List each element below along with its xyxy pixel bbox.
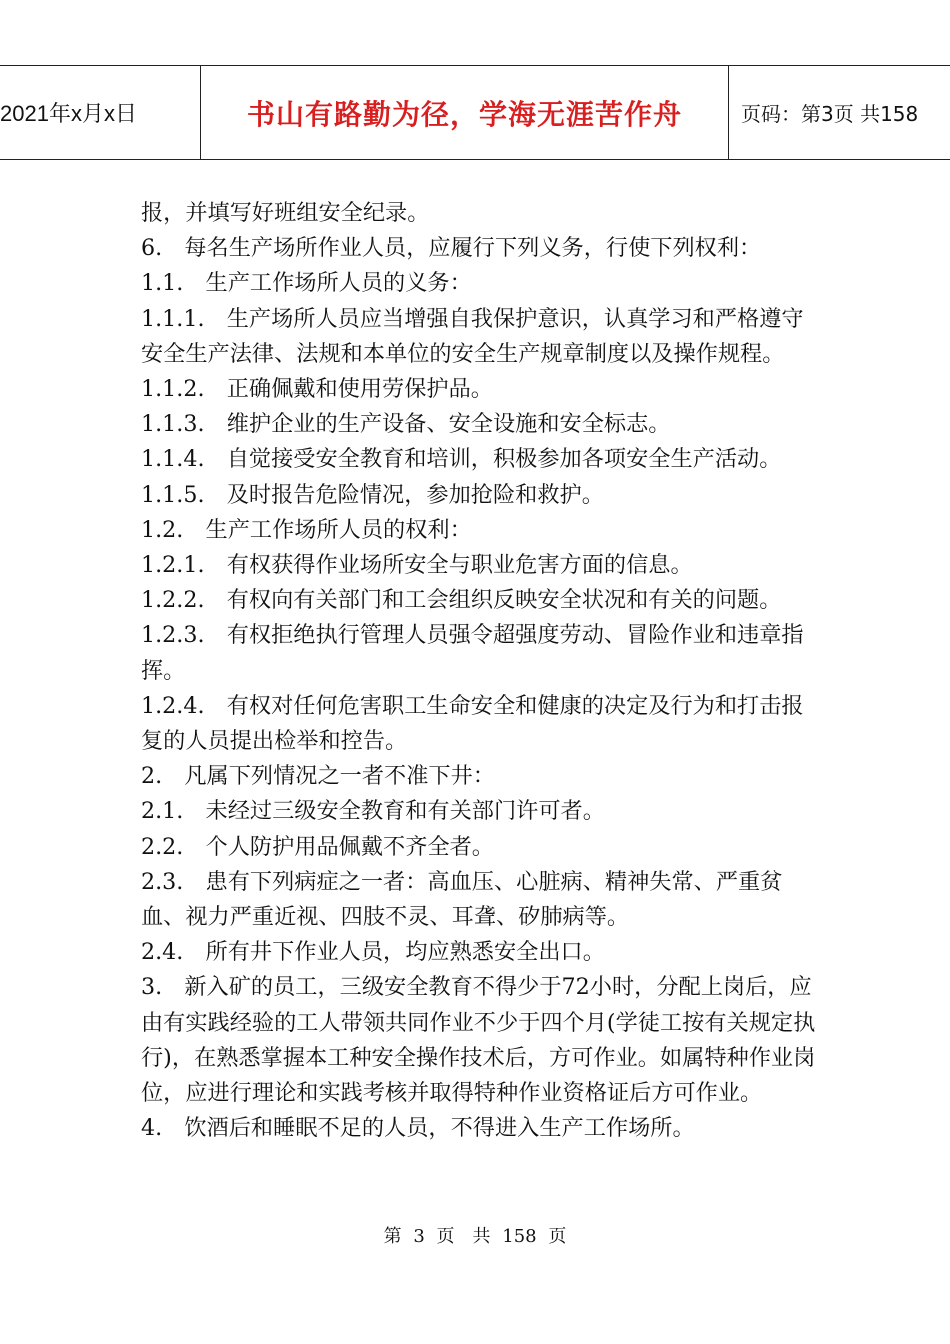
footer-page-number: 3 bbox=[413, 1226, 425, 1247]
paragraph: 2.2. 个人防护用品佩戴不齐全者。 bbox=[141, 833, 494, 860]
paragraph: 3. 新入矿的员工，三级安全教育不得少于72小时，分配上岗后，应由有实践经验的工人带领共同作业不少于四个月(学徒工按有关规定执行)，在熟悉掌握本工种安全操作技术后，方可作业。如属特种作业岗位，应进行理论和实践考核并取得特种作业资格证后方可作业。 bbox=[141, 974, 816, 1107]
paragraph: 1.1.2. 正确佩戴和使用劳保护品。 bbox=[141, 376, 493, 403]
paragraph: 1.1. 生产工作场所人员的义务： bbox=[141, 270, 472, 297]
footer-total-pages: 158 bbox=[502, 1226, 537, 1247]
document-body bbox=[141, 196, 816, 1146]
paragraph: 报，并填写好班组安全纪录。 bbox=[141, 200, 430, 226]
paragraph: 1.2.2. 有权向有关部门和工会组织反映安全状况和有关的问题。 bbox=[141, 587, 782, 614]
paragraph: 1.2.4. 有权对任何危害职工生命安全和健康的决定及行为和打击报复的人员提出检举和控告。 bbox=[141, 692, 804, 755]
paragraph: 4. 饮酒后和睡眠不足的人员，不得进入生产工作场所。 bbox=[141, 1115, 695, 1142]
header-date: 2021年x月x日 bbox=[0, 66, 201, 159]
page-header bbox=[0, 65, 950, 160]
footer-prefix: 第 bbox=[383, 1226, 402, 1247]
paragraph: 1.1.1. 生产场所人员应当增强自我保护意识，认真学习和严格遵守安全生产法律、法规和本单位的安全生产规章制度以及操作规程。 bbox=[141, 305, 804, 367]
page-footer bbox=[0, 1222, 950, 1248]
paragraph: 1.2.1. 有权获得作业场所安全与职业危害方面的信息。 bbox=[141, 552, 693, 579]
paragraph: 1.1.4. 自觉接受安全教育和培训，积极参加各项安全生产活动。 bbox=[141, 446, 782, 473]
paragraph: 1.2.3. 有权拒绝执行管理人员强令超强度劳动、冒险作业和违章指挥。 bbox=[141, 622, 804, 684]
paragraph: 1.2. 生产工作场所人员的权利： bbox=[141, 516, 472, 543]
footer-middle: 页 共 bbox=[436, 1226, 491, 1247]
paragraph: 2.4. 所有井下作业人员，均应熟悉安全出口。 bbox=[141, 939, 605, 966]
footer-suffix: 页 bbox=[548, 1226, 567, 1247]
paragraph: 1.1.5. 及时报告危险情况，参加抢险和救护。 bbox=[141, 481, 604, 508]
paragraph: 2.3. 患有下列病症之一者：高血压、心脏病、精神失常、严重贫血、视力严重近视、四肢不灵、耳聋、矽肺病等。 bbox=[141, 868, 783, 931]
paragraph: 2. 凡属下列情况之一者不准下井： bbox=[141, 763, 495, 790]
header-motto: 书山有路勤为径，学海无涯苦作舟 bbox=[201, 66, 729, 159]
paragraph: 2.1. 未经过三级安全教育和有关部门许可者。 bbox=[141, 798, 605, 825]
paragraph: 6. 每名生产场所作业人员，应履行下列义务，行使下列权利： bbox=[141, 235, 762, 262]
paragraph: 1.1.3. 维护企业的生产设备、安全设施和安全标志。 bbox=[141, 411, 671, 438]
header-page-label: 页码：第3页 共158 bbox=[741, 102, 919, 126]
